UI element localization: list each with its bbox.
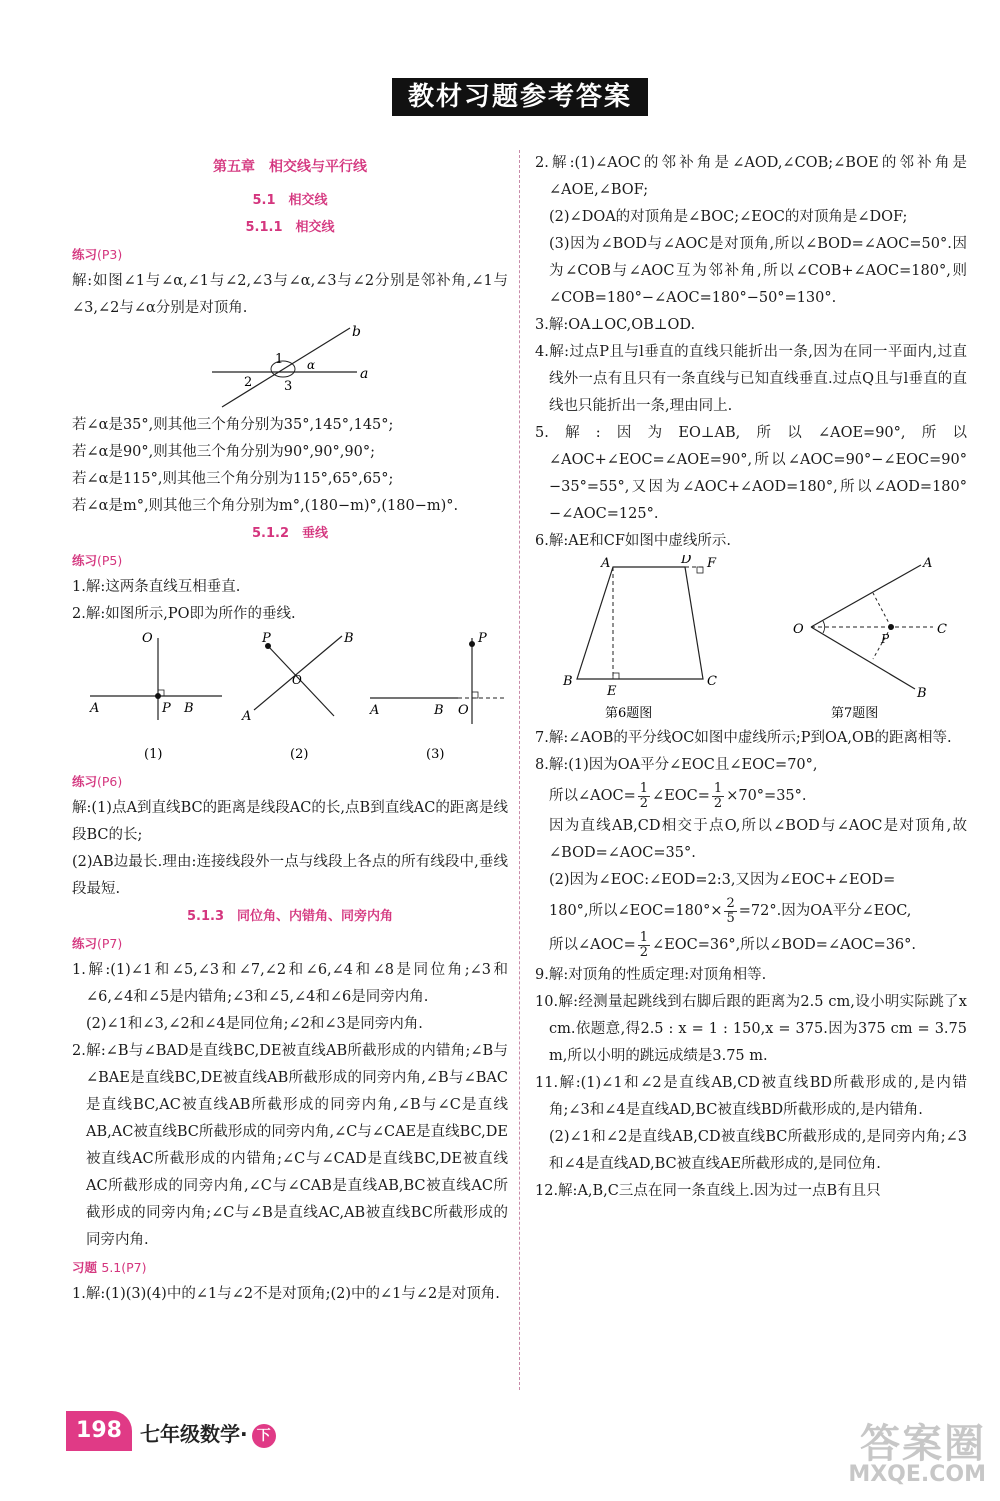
svg-text:b: b [352,324,361,340]
volume-badge: 下 [252,1424,276,1448]
case-line-3: 若∠α是115°,则其他三个角分别为115°,65°,65°; [72,471,394,487]
answer-p6-2: (2)AB边最长.理由:连接线段外一点与线段上各点的所有线段中,垂线段最短. [72,854,508,897]
svg-text:D: D [681,555,692,567]
svg-text:B: B [184,701,194,716]
intersecting-lines-diagram [72,322,508,412]
answer-p3: 解:如图∠1与∠α,∠1与∠2,∠3与∠α,∠3与∠2分别是邻补角,∠1与∠3,∠2与∠α分别是对顶角. [72,273,508,316]
answer-q8b: 所以∠AOC= $\frac{1}{2}$ ∠EOC= $\frac{1}{2}$ ×70°=35°. [549,780,807,811]
svg-text:O: O [458,703,469,718]
answer-p7-1b: (2)∠1和∠3,∠2和∠4是同位角;∠2和∠3是同旁内角. [86,1016,423,1032]
svg-text:第7题图: 第7题图 [831,706,879,721]
answer-q9: 9.解:对顶角的性质定理:对顶角相等. [535,967,767,983]
book-title: 七年级数学· 下 [140,1418,276,1448]
answer-q8c: 因为直线AB,CD相交于点O,所以∠BOD与∠AOC是对顶角,故∠BOD=∠AOC=35°. [549,818,967,861]
watermark-url: MXQE.COM [848,1462,986,1487]
svg-text:第6题图: 第6题图 [605,706,653,721]
answer-q12: 12.解:A,B,C三点在同一条直线上.因为过一点B有且只 [535,1183,881,1199]
svg-text:E: E [607,684,617,699]
svg-text:B: B [917,686,927,701]
practice-label-p5: 练习(P5) [72,553,123,568]
section-heading-5-1: 5.1 相交线 [252,193,328,208]
case-line-1: 若∠α是35°,则其他三个角分别为35°,145°,145°; [72,417,394,433]
svg-text:(1): (1) [144,747,163,762]
svg-text:a: a [360,366,369,382]
answer-q2a: 2.解:(1)∠AOC的邻补角是∠AOD,∠COB;∠BOE的邻补角是∠AOE,∠BOF; [535,155,967,198]
answer-p7-1a: 1.解:(1)∠1和∠5,∠3和∠7,∠2和∠6,∠4和∠8是同位角;∠3和∠6,∠4和∠5是内错角;∠3和∠5,∠4和∠6是同旁内角. [72,962,508,1005]
practice-label-p6: 练习(P6) [72,774,123,789]
svg-text:B: B [344,631,354,646]
section-heading-5-1-3: 5.1.3 同位角、内错角、同旁内角 [186,909,393,924]
answer-q7: 7.解:∠AOB的平分线OC如图中虚线所示;P到OA,OB的距离相等. [535,730,952,746]
answer-q8d: (2)因为∠EOC:∠EOD=2:3,又因为∠EOC+∠EOD= [549,872,896,888]
section-heading-5-1-2: 5.1.2 垂线 [251,526,328,541]
answer-q3: 3.解:OA⊥OC,OB⊥OD. [535,317,696,333]
svg-text:A: A [90,701,100,716]
svg-text:P: P [478,631,487,646]
svg-text:C: C [937,622,947,637]
answer-q10: 10.解:经测量起跳线到右脚后跟的距离为2.5 cm,设小明实际跳了x cm.依题意,得2.5 : x = 1 : 150,x = 375.因为375 cm = 3.75 m,所以小明的跳远成绩是3.75 m. [535,994,967,1064]
answer-q8f: 所以∠AOC= $\frac{1}{2}$ ∠EOC=36°,所以∠BOD=∠AOC=36°. [549,929,917,960]
svg-text:1: 1 [275,352,284,367]
page-number: 198 [66,1411,132,1451]
case-line-4: 若∠α是m°,则其他三个角分别为m°,(180−m)°,(180−m)°. [72,498,459,514]
answer-q2c: (3)因为∠BOD与∠AOC是对顶角,所以∠BOD=∠AOC=50°.因为∠COB与∠AOC互为邻补角,所以∠COB+∠AOC=180°,则∠COB=180°−∠AOC=180°−50°=130°. [549,236,967,306]
svg-text:A: A [242,709,252,724]
svg-text:B: B [434,703,444,718]
svg-text:A: A [370,703,380,718]
answer-q5: 5.解:因为EO⊥AB,所以∠AOE=90°,所以∠AOC+∠EOC=∠AOE=90°,所以∠AOC=90°−∠EOC=90°−35°=55°,又因为∠AOC+∠AOD=180°,所以∠AOD=180°−∠AOC=125°. [535,425,967,522]
left-column [72,150,508,1308]
answer-p6-1: 解:(1)点A到直线BC的距离是线段AC的长,点B到直线AC的距离是线段BC的长; [72,800,508,843]
svg-text:A: A [923,556,933,571]
answer-q8a: 8.解:(1)因为OA平分∠EOC且∠EOC=70°, [535,757,818,773]
column-divider [519,150,521,1390]
case-line-2: 若∠α是90°,则其他三个角分别为90°,90°,90°; [72,444,375,460]
svg-text:(3): (3) [426,747,445,762]
answer-q4: 4.解:过点P且与l垂直的直线只能折出一条,因为在同一平面内,过直线外一点有且只有一条直线与已知直线垂直.过点Q且与l垂直的直线也只能折出一条,理由同上. [535,344,967,414]
answer-q6: 6.解:AE和CF如图中虚线所示. [535,533,732,549]
svg-text:B: B [563,674,573,689]
perpendicular-lines-diagram [72,628,508,768]
answer-p5-2: 2.解:如图所示,PO即为所作的垂线. [72,606,296,622]
page-title: 教材习题参考答案 [392,78,648,116]
practice-label-p3: 练习(P3) [72,247,123,262]
svg-text:F: F [707,556,717,571]
trapezoid-and-angle-diagram [535,555,967,725]
svg-text:O: O [142,631,153,646]
answer-p5-1: 1.解:这两条直线互相垂直. [72,579,241,595]
exercise-answer-1: 1.解:(1)(3)(4)中的∠1与∠2不是对顶角;(2)中的∠1与∠2是对顶角. [72,1286,500,1302]
svg-text:P: P [881,632,890,646]
answer-q11a: 11.解:(1)∠1和∠2是直线AB,CD被直线BD所截形成的,是内错角;∠3和∠4是直线AD,BC被直线BD所截形成的,是内错角. [535,1075,967,1118]
figure-perpendiculars [72,628,508,768]
practice-label-p7: 练习(P7) [72,936,123,951]
answer-p7-2: 2.解:∠B与∠BAD是直线BC,DE被直线AB所截形成的内错角;∠B与∠BAE是直线BC,DE被直线AB所截形成的同旁内角,∠B与∠BAC是直线BC,AC被直线AB所截形成的同旁内角,∠B与∠C是直线AB,AC被直线BC所截形成的同旁内角,∠C与∠CAE是直线BC,DE被直线AC所截形成的内错角;∠C与∠CAD是直线BC,DE被直线AC所截形成的同旁内角,∠C与∠CAB是直线AB,BC被直线AC所截形成的同旁内角;∠C与∠B是直线AC,AB被直线BC所截形成的同旁内角. [72,1043,508,1248]
watermark-logo-text: 答案圈 [860,1421,986,1467]
figures-q6-q7 [535,555,967,725]
answer-q11b: (2)∠1和∠2是直线AB,CD被直线BC所截形成的,是同旁内角;∠3和∠4是直线AD,BC被直线AE所截形成的,是同位角. [549,1129,967,1172]
exercise-label-5-1: 习题 5.1(P7) [72,1260,147,1275]
section-heading-5-1-1: 5.1.1 相交线 [245,220,335,235]
answer-q8e: 180°,所以∠EOC=180°× $\frac{2}{5}$ =72°.因为OA平分∠EOC, [549,895,912,926]
svg-text:P: P [162,701,171,716]
watermark [820,1412,990,1494]
svg-text:2: 2 [244,375,253,390]
svg-text:O: O [793,622,804,637]
answer-q2b: (2)∠DOA的对顶角是∠BOC;∠EOC的对顶角是∠DOF; [549,209,908,225]
svg-text:C: C [707,674,717,689]
svg-text:P: P [262,631,271,646]
svg-text:A: A [601,556,611,571]
svg-text:α: α [307,358,316,372]
chapter-heading: 第五章 相交线与平行线 [213,159,367,175]
right-column [535,150,967,1205]
figure-intersecting-lines [72,322,508,412]
svg-text:(2): (2) [290,747,309,762]
svg-text:O: O [292,673,302,687]
svg-text:3: 3 [284,379,293,394]
